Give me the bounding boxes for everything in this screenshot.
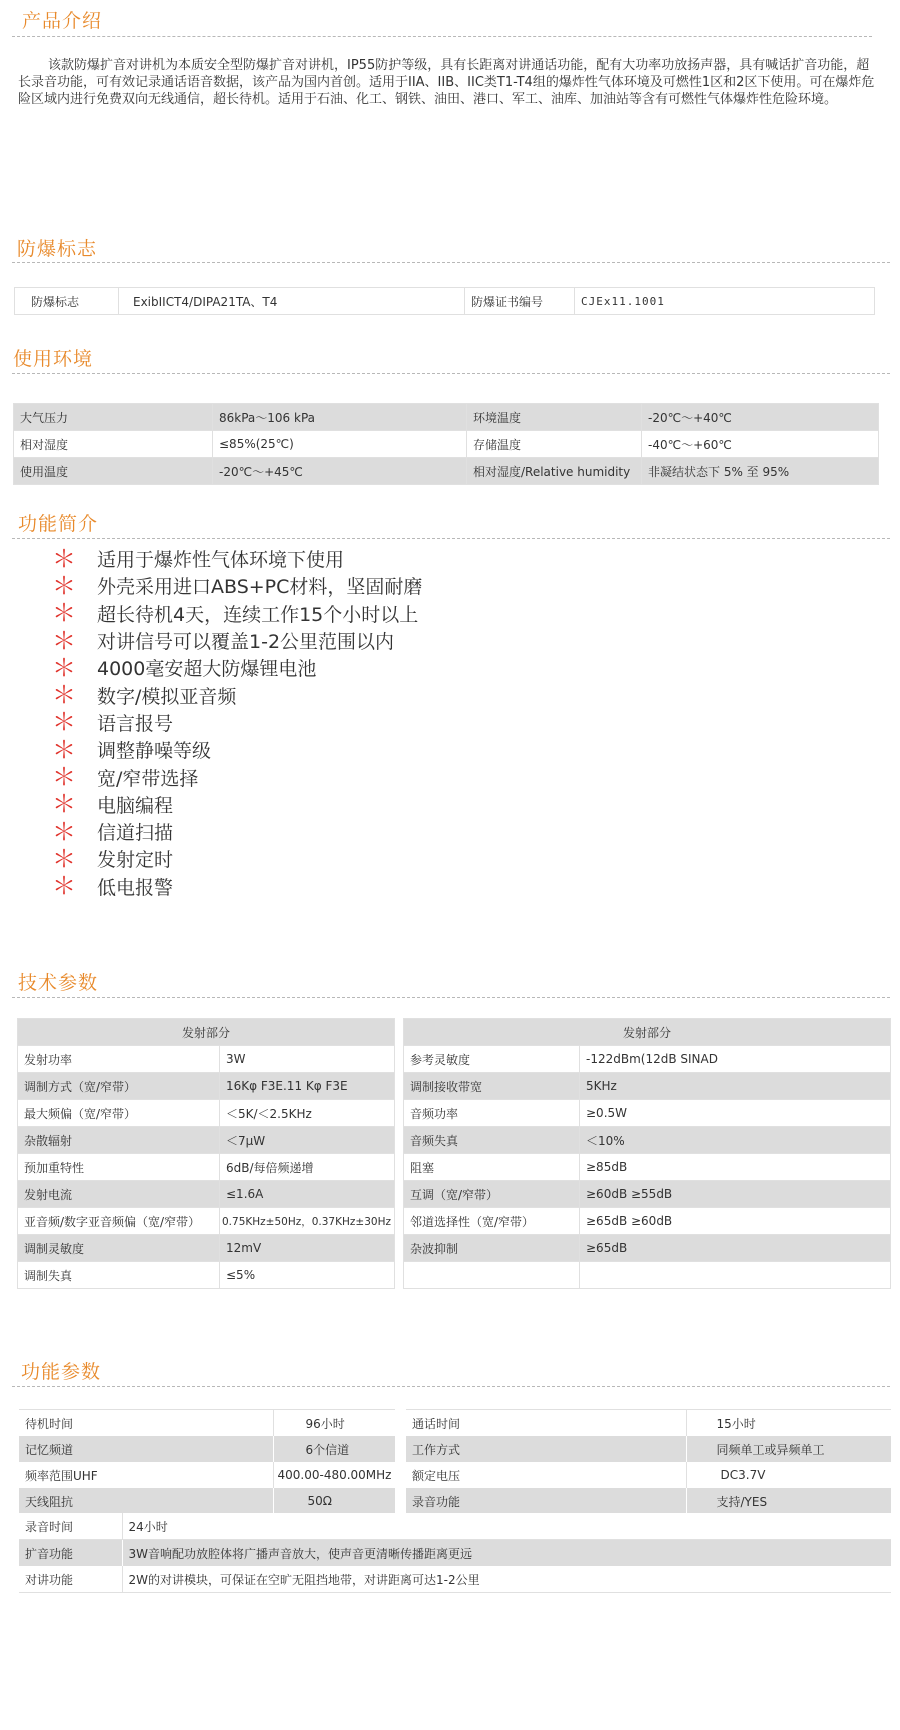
function-table	[19, 1409, 891, 1514]
param-value	[580, 1262, 891, 1289]
environment-title: 使用环境	[13, 348, 94, 370]
asterisk-icon: ＊	[52, 571, 76, 600]
param-label: 对讲功能	[19, 1566, 122, 1593]
param-value: ≤1.6A	[220, 1181, 395, 1208]
param-value: 支持/YES	[686, 1488, 891, 1514]
param-value: ≥85dB	[580, 1154, 891, 1181]
table-row	[19, 1410, 891, 1437]
asterisk-icon: ＊	[52, 544, 76, 573]
features-title: 功能简介	[18, 513, 99, 535]
table-row	[404, 1181, 891, 1208]
param-value: ≤5%	[220, 1262, 395, 1289]
param-value: -122dBm(12dB SINAD	[580, 1046, 891, 1073]
explosion-label: 防爆标志	[15, 288, 119, 315]
list-item	[52, 818, 422, 845]
divider	[12, 262, 890, 263]
param-label: 亚音频/数字亚音频偏（宽/窄带）	[18, 1208, 220, 1235]
asterisk-icon: ＊	[52, 735, 76, 764]
param-label: 杂散辐射	[18, 1127, 220, 1154]
table-row	[18, 1235, 395, 1262]
env-label: 相对湿度/Relative humidity	[467, 458, 642, 485]
param-label: 发射功率	[18, 1046, 220, 1073]
column-header: 发射部分	[404, 1019, 891, 1046]
param-label: 参考灵敏度	[404, 1046, 580, 1073]
list-item	[52, 572, 422, 599]
list-item	[52, 681, 422, 708]
env-label: 使用温度	[14, 458, 213, 485]
param-value: 15小时	[686, 1410, 891, 1437]
env-label: 大气压力	[14, 404, 213, 431]
param-label: 互调（宽/窄带）	[404, 1181, 580, 1208]
param-value: 3W	[220, 1046, 395, 1073]
tech-title: 技术参数	[18, 972, 99, 994]
table-row	[404, 1046, 891, 1073]
param-value: DC3.7V	[686, 1462, 891, 1488]
explosion-title: 防爆标志	[17, 238, 98, 260]
env-value: -20℃～+45℃	[213, 458, 467, 485]
environment-table	[13, 403, 879, 485]
divider	[12, 36, 872, 37]
param-label: 音频功率	[404, 1100, 580, 1127]
table-row	[18, 1262, 395, 1289]
table-row	[19, 1540, 891, 1567]
param-label	[404, 1262, 580, 1289]
certificate-label: 防爆证书编号	[465, 288, 575, 315]
param-label: 调制灵敏度	[18, 1235, 220, 1262]
param-value: 16Kφ F3E.11 Kφ F3E	[220, 1073, 395, 1100]
param-value: 400.00-480.00MHz	[273, 1462, 395, 1488]
param-value: 3W音响配功放腔体将广播声音放大，使声音更清晰传播距离更远	[122, 1540, 891, 1567]
param-value: 6dB/每倍频递增	[220, 1154, 395, 1181]
asterisk-icon: ＊	[52, 653, 76, 682]
table-row	[18, 1100, 395, 1127]
list-item	[52, 545, 422, 572]
env-label: 环境温度	[467, 404, 642, 431]
param-label: 调制接收带宽	[404, 1073, 580, 1100]
intro-text: 该款防爆扩音对讲机为本质安全型防爆扩音对讲机，IP55防护等级，具有长距离对讲通话功能，配有大功率功放扬声器，具有喊话扩音功能，超长录音功能，可有效记录通话语音数据，该产品为国内首创。适用于IIA、IIB、IIC类T1-T4组的爆炸性气体环境及可燃性1区和2区下使用。可在爆炸危险区域内进行免费双向无线通信，超长待机。适用于石油、化工、钢铁、油田、港口、军工、油库、加油站等含有可燃性气体爆炸性危险环境。	[18, 58, 875, 107]
param-value: ≥65dB ≥60dB	[580, 1208, 891, 1235]
param-value: 5KHz	[580, 1073, 891, 1100]
param-label: 录音时间	[19, 1513, 122, 1540]
asterisk-icon: ＊	[52, 844, 76, 873]
param-value: 0.75KHz±50Hz，0.37KHz±30Hz	[220, 1208, 395, 1235]
list-item	[52, 600, 422, 627]
function-extra-table	[19, 1513, 891, 1593]
param-label: 录音功能	[406, 1488, 686, 1514]
list-item	[52, 763, 422, 790]
list-item	[52, 654, 422, 681]
param-value: ≥65dB	[580, 1235, 891, 1262]
param-label: 音频失真	[404, 1127, 580, 1154]
tech-receive-table	[403, 1018, 891, 1289]
param-label: 最大频偏（宽/窄带）	[18, 1100, 220, 1127]
param-label: 额定电压	[406, 1462, 686, 1488]
table-row	[404, 1262, 891, 1289]
feature-text: 适用于爆炸性气体环境下使用	[97, 549, 345, 572]
explosion-value: ExibIICT4/DIPA21TA、T4	[119, 288, 465, 315]
param-label: 预加重特性	[18, 1154, 220, 1181]
param-value: 50Ω	[273, 1488, 395, 1514]
asterisk-icon: ＊	[52, 790, 76, 819]
table-row	[19, 1513, 891, 1540]
param-label: 待机时间	[19, 1410, 273, 1437]
env-value: -40℃～+60℃	[642, 431, 879, 458]
env-label: 相对湿度	[14, 431, 213, 458]
param-value: ≥60dB ≥55dB	[580, 1181, 891, 1208]
feature-text: 4000毫安超大防爆锂电池	[97, 658, 317, 681]
table-row	[18, 1127, 395, 1154]
table-row	[14, 404, 879, 431]
param-label: 频率范围UHF	[19, 1462, 273, 1488]
env-label: 存储温度	[467, 431, 642, 458]
asterisk-icon: ＊	[52, 708, 76, 737]
table-row	[18, 1181, 395, 1208]
certificate-value: CJEx11.1001	[575, 288, 875, 315]
param-label: 工作方式	[406, 1436, 686, 1462]
list-item	[52, 873, 422, 900]
feature-text: 外壳采用进口ABS+PC材料，坚固耐磨	[97, 576, 423, 599]
table-row	[404, 1154, 891, 1181]
feature-text: 超长待机4天，连续工作15个小时以上	[97, 603, 419, 626]
divider	[12, 373, 890, 374]
param-value: 同频单工或异频单工	[686, 1436, 891, 1462]
param-value: ＜7μW	[220, 1127, 395, 1154]
table-row	[19, 1488, 891, 1514]
list-item	[52, 791, 422, 818]
param-label: 通话时间	[406, 1410, 686, 1437]
table-row	[19, 1566, 891, 1593]
feature-text: 对讲信号可以覆盖1-2公里范围以内	[97, 631, 395, 654]
function-title: 功能参数	[21, 1361, 102, 1383]
table-header	[18, 1019, 395, 1046]
param-label: 邻道选择性（宽/窄带）	[404, 1208, 580, 1235]
param-value: ≥0.5W	[580, 1100, 891, 1127]
asterisk-icon: ＊	[52, 872, 76, 901]
table-row	[14, 458, 879, 485]
table-row	[14, 431, 879, 458]
env-value: 非凝结状态下 5% 至 95%	[642, 458, 879, 485]
table-row	[19, 1436, 891, 1462]
asterisk-icon: ＊	[52, 681, 76, 710]
param-value: 12mV	[220, 1235, 395, 1262]
env-value: 86kPa～106 kPa	[213, 404, 467, 431]
param-label: 调制方式（宽/窄带）	[18, 1073, 220, 1100]
table-row	[404, 1127, 891, 1154]
table-header	[404, 1019, 891, 1046]
column-header: 发射部分	[18, 1019, 395, 1046]
feature-list	[52, 545, 422, 900]
asterisk-icon: ＊	[52, 763, 76, 792]
table-row	[18, 1154, 395, 1181]
table-row	[18, 1073, 395, 1100]
param-label: 记忆频道	[19, 1436, 273, 1462]
param-label: 天线阻抗	[19, 1488, 273, 1514]
asterisk-icon: ＊	[52, 626, 76, 655]
param-label: 发射电流	[18, 1181, 220, 1208]
env-value: -20℃～+40℃	[642, 404, 879, 431]
param-value: 6个信道	[273, 1436, 395, 1462]
param-value: ＜5K/＜2.5KHz	[220, 1100, 395, 1127]
param-label: 扩音功能	[19, 1540, 122, 1567]
env-value: ≤85%(25℃)	[213, 431, 467, 458]
intro-title: 产品介绍	[22, 10, 103, 32]
param-value: 96小时	[273, 1410, 395, 1437]
feature-text: 发射定时	[97, 849, 174, 872]
param-label: 阻塞	[404, 1154, 580, 1181]
param-label: 杂波抑制	[404, 1235, 580, 1262]
param-value: 24小时	[122, 1513, 891, 1540]
param-value: 2W的对讲模块，可保证在空旷无阻挡地带，对讲距离可达1-2公里	[122, 1566, 891, 1593]
table-row	[18, 1208, 395, 1235]
table-row	[404, 1100, 891, 1127]
divider	[12, 1386, 890, 1387]
feature-text: 低电报警	[97, 876, 174, 899]
feature-text: 语言报号	[97, 712, 174, 735]
table-row	[404, 1208, 891, 1235]
divider	[12, 997, 890, 998]
list-item	[52, 845, 422, 872]
asterisk-icon: ＊	[52, 817, 76, 846]
param-label: 调制失真	[18, 1262, 220, 1289]
divider	[12, 538, 890, 539]
list-item	[52, 709, 422, 736]
table-row	[404, 1073, 891, 1100]
tech-transmit-table	[17, 1018, 395, 1289]
asterisk-icon: ＊	[52, 599, 76, 628]
feature-text: 调整静噪等级	[97, 740, 212, 763]
feature-text: 宽/窄带选择	[97, 767, 199, 790]
feature-text: 数字/模拟亚音频	[97, 685, 237, 708]
table-row	[18, 1046, 395, 1073]
param-value: ＜10%	[580, 1127, 891, 1154]
list-item	[52, 627, 422, 654]
table-row	[404, 1235, 891, 1262]
list-item	[52, 736, 422, 763]
table-row	[19, 1462, 891, 1488]
explosion-table	[14, 287, 875, 315]
feature-text: 电脑编程	[97, 794, 174, 817]
feature-text: 信道扫描	[97, 822, 174, 845]
